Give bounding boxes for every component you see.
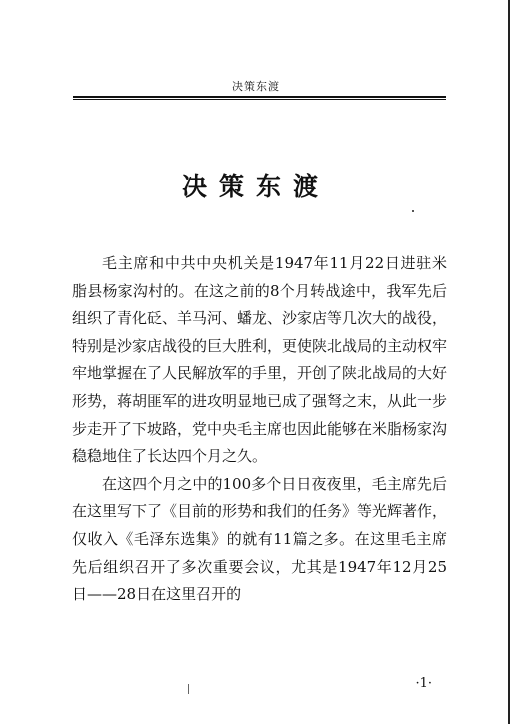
paragraph: 毛主席和中共中央机关是1947年11月22日进驻米脂县杨家沟村的。在这之前的8个月转战途中，我军先后组织了青化砭、羊马河、蟠龙、沙家店等几次大的战役，特别是沙家店战役的巨大胜利，更使陕北战局的主动权牢牢地掌握在了人民解放军的手里，开创了陕北战局的大好形势，蒋胡匪军的进攻明显地已成了强弩之末，从此一步步走开了下坡路，党中央毛主席也因此能够在米脂杨家沟稳稳地住了长达四个月之久。	[72, 254, 448, 466]
header-rule	[73, 96, 446, 100]
scan-speck	[412, 210, 414, 212]
scan-mark	[188, 684, 189, 694]
chapter-title: 决策东渡	[181, 172, 330, 201]
page-number: ·1·	[415, 676, 432, 691]
page-edge	[508, 0, 510, 724]
body-text	[72, 250, 447, 609]
running-header: 决策东渡	[232, 80, 280, 93]
paragraph: 在这四个月之中的100多个日日夜夜里，毛主席先后在这里写下了《目前的形势和我们的任务》等光辉著作，仅收入《毛泽东选集》的就有11篇之多。在这里毛主席先后组织召开了多次重要会议，尤其是1947年12月25日——28日在这里召开的	[72, 474, 448, 604]
